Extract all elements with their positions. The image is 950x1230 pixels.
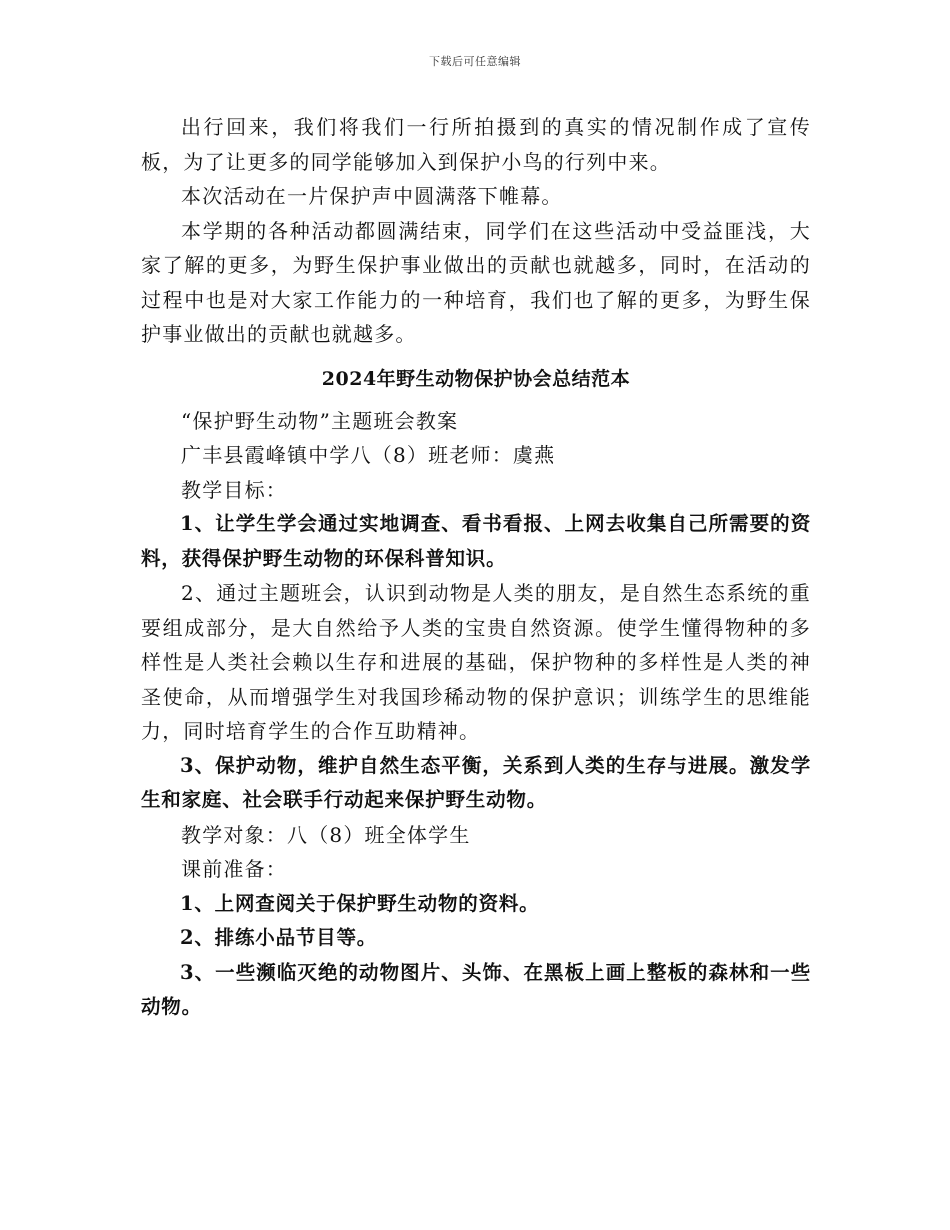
document-body (141, 110, 811, 1025)
preparation-item-2: 2、排练小品节目等。 (180, 926, 378, 949)
teaching-goal-3: 3、保护动物，维护自然生态平衡，关系到人类的生存与进展。激发学生和家庭、社会联手行动起来保护野生动物。 (141, 753, 811, 811)
paragraph-propaganda-board: 出行回来，我们将我们一行所拍摄到的真实的情况制作成了宣传板，为了让更多的同学能够加入到保护小鸟的行列中来。 (141, 115, 811, 174)
preparation-item-3: 3、一些濒临灭绝的动物图片、头饰、在黑板上画上整板的森林和一些动物。 (141, 960, 811, 1018)
lesson-plan-subtitle: “保护野生动物”主题班会教案 (181, 408, 459, 433)
preparation-heading: 课前准备： (181, 857, 287, 881)
teaching-goal-2: 2、通过主题班会，认识到动物是人类的朋友，是自然生态系统的重要组成部分，是大自然给予人类的宝贵自然资源。使学生懂得物种的多样性是人类社会赖以生存和进展的基础，保护物种的多样性是人类的神圣使命，从而增强学生对我国珍稀动物的保护意识；训练学生的思维能力，同时培育学生的合作互助精神。 (141, 581, 811, 743)
page-header-note: 下载后可任意编辑 (429, 55, 521, 68)
preparation-item-1: 1、上网查阅关于保护野生动物的资料。 (180, 891, 540, 915)
paragraph-activity-end: 本次活动在一片保护声中圆满落下帷幕。 (181, 184, 563, 208)
school-teacher-line: 广丰县霞峰镇中学八（8）班老师：虞燕 (181, 443, 556, 467)
teaching-goal-1: 1、让学生学会通过实地调查、看书看报、上网去收集自己所需要的资料，获得保护野生动物的环保科普知识。 (141, 512, 811, 570)
teaching-audience: 教学对象：八（8）班全体学生 (181, 822, 471, 847)
document-title: 2024年野生动物保护协会总结范本 (321, 367, 631, 390)
teaching-goals-heading: 教学目标： (181, 477, 287, 502)
paragraph-semester-summary: 本学期的各种活动都圆满结束，同学们在这些活动中受益匪浅，大家了解的更多，为野生保护事业做出的贡献也就越多，同时，在活动的过程中也是对大家工作能力的一种培育，我们也了解的更多，为野生保护事业做出的贡献也就越多。 (141, 218, 811, 346)
